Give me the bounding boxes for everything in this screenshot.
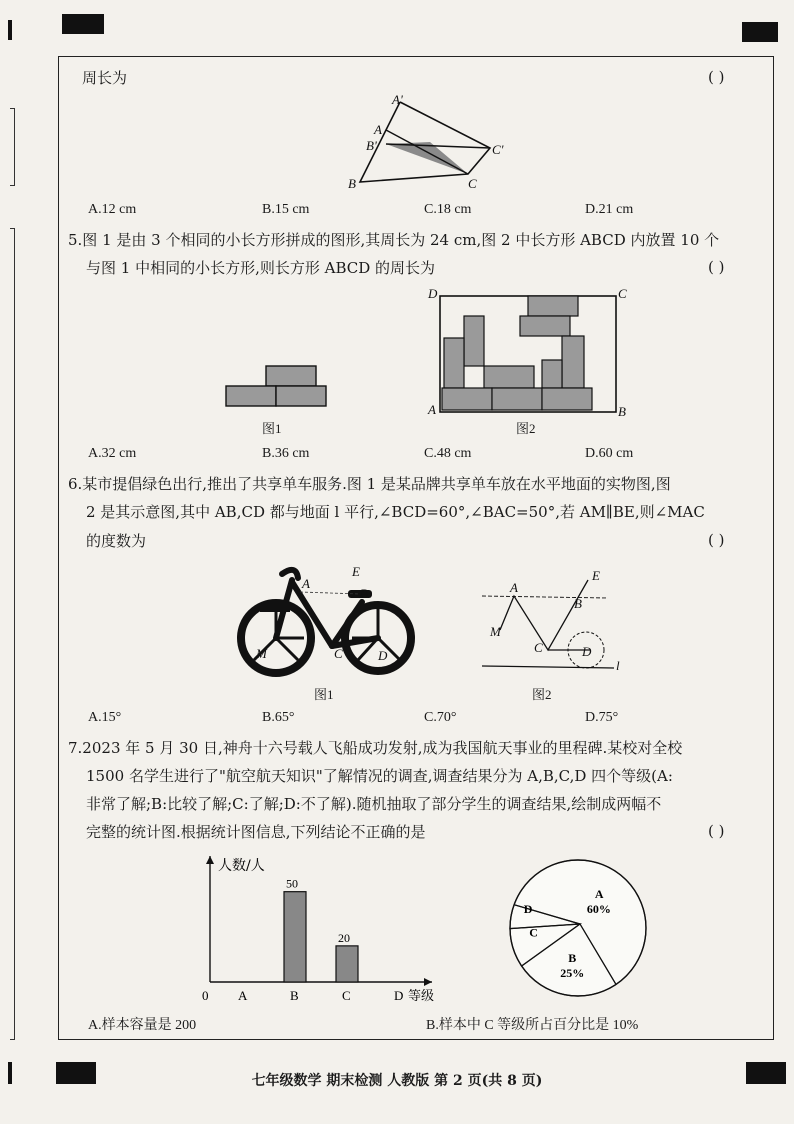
- label-a: A: [510, 580, 518, 595]
- y-axis-label: 人数/人: [218, 858, 265, 874]
- q4-option-b[interactable]: B.15 cm: [262, 202, 310, 217]
- margin-bar: [8, 20, 12, 40]
- q4-fold-figure: [340, 94, 510, 190]
- q5-figure-1: [224, 364, 330, 410]
- x-tick-label: B: [290, 988, 299, 1003]
- answer-bracket: ( ): [708, 531, 725, 549]
- x-axis-label: 等级: [408, 989, 435, 1004]
- label-b-prime: B': [366, 138, 377, 153]
- answer-bracket: ( ): [708, 258, 725, 276]
- bike-label-c: C: [334, 646, 343, 661]
- q6-option-a[interactable]: A.15°: [88, 710, 122, 725]
- bike-label-d: D: [378, 648, 388, 663]
- y-axis-arrow: [206, 856, 214, 864]
- q5-figure-2: [424, 286, 634, 418]
- q7-line-1: 7.2023 年 5 月 30 日,神舟十六号载人飞船成功发射,成为我国航天事业的里程碑.某校对全校: [68, 739, 683, 757]
- q5-option-d[interactable]: D.60 cm: [585, 446, 634, 461]
- label-l: l: [616, 658, 620, 673]
- label-b: B: [348, 176, 356, 191]
- q6-line-1: 6.某市提倡绿色出行,推出了共享单车服务.图 1 是某品牌共享单车放在水平地面的实物图,图: [68, 475, 671, 493]
- q7-line-4: 完整的统计图.根据统计图信息,下列结论不正确的是: [86, 823, 426, 841]
- label-e: E: [592, 568, 600, 583]
- q7-line-2: 1500 名学生进行了"航空航天知识"了解情况的调查,调查结果分为 A,B,C,D 四个等级(A:: [86, 767, 673, 785]
- bar: [284, 892, 306, 982]
- page-footer: 七年级数学 期末检测 人教版 第 2 页(共 8 页): [251, 1073, 543, 1089]
- q6-option-c[interactable]: C.70°: [424, 710, 457, 725]
- bike-label-b: B: [360, 586, 368, 601]
- q7-pie-chart: [506, 858, 650, 1002]
- bike-label-a: A: [302, 576, 310, 591]
- q4-text-tail: 周长为: [82, 69, 128, 87]
- origin-label: 0: [202, 988, 209, 1003]
- label-c: C: [618, 286, 627, 301]
- label-c: C: [534, 640, 543, 655]
- q5-line-1: 5.图 1 是由 3 个相同的小长方形拼成的图形,其周长为 24 cm,图 2 中长方形 ABCD 内放置 10 个: [68, 231, 720, 249]
- q5-figure-1-caption: 图1: [262, 421, 282, 436]
- binding-line: [10, 108, 15, 186]
- q6-figure-1-caption: 图1: [314, 687, 334, 702]
- q6-schematic: [478, 570, 628, 676]
- q7-option-b[interactable]: B.样本中 C 等级所占百分比是 10%: [426, 1018, 639, 1033]
- binding-line: [10, 228, 15, 1040]
- q6-line-2: 2 是其示意图,其中 AB,CD 都与地面 l 平行,∠BCD=60°,∠BAC=50°,若 AM∥BE,则∠MAC: [86, 503, 705, 521]
- label-a: A: [428, 402, 436, 417]
- q6-figure-2-caption: 图2: [532, 687, 552, 702]
- label-d: D: [582, 644, 592, 659]
- q5-option-b[interactable]: B.36 cm: [262, 446, 310, 461]
- pie-label: A: [594, 886, 604, 901]
- registration-mark: [742, 22, 778, 42]
- q6-line-3: 的度数为: [86, 532, 147, 550]
- bar: [336, 946, 358, 982]
- label-d: D: [428, 286, 438, 301]
- bar-value-label: 20: [338, 930, 350, 945]
- q6-bicycle-photo: [236, 560, 416, 680]
- q6-option-b[interactable]: B.65°: [262, 710, 295, 725]
- label-m: M: [490, 624, 501, 639]
- label-b: B: [574, 596, 582, 611]
- label-b: B: [618, 404, 626, 419]
- pie-value-label: 60%: [586, 901, 611, 916]
- answer-bracket: ( ): [708, 68, 725, 86]
- pie-label: C: [529, 925, 538, 940]
- bike-label-e: E: [352, 564, 360, 579]
- label-c: C: [468, 176, 477, 191]
- q4-option-c[interactable]: C.18 cm: [424, 202, 472, 217]
- bike-label-m: M: [256, 646, 267, 661]
- q7-line-3: 非常了解;B:比较了解;C:了解;D:不了解).随机抽取了部分学生的调查结果,绘制成两幅不: [86, 795, 662, 813]
- q5-line-2: 与图 1 中相同的小长方形,则长方形 ABCD 的周长为: [86, 259, 436, 277]
- q5-figure-2-caption: 图2: [516, 421, 536, 436]
- x-tick-label: D: [394, 988, 404, 1003]
- label-a-prime: A': [392, 92, 403, 107]
- x-tick-label: C: [342, 988, 351, 1003]
- bar-value-label: 50: [286, 876, 298, 891]
- q7-bar-chart: [196, 850, 446, 1006]
- q5-option-c[interactable]: C.48 cm: [424, 446, 472, 461]
- q4-option-d[interactable]: D.21 cm: [585, 202, 634, 217]
- q6-option-d[interactable]: D.75°: [585, 710, 619, 725]
- registration-mark: [62, 14, 104, 34]
- label-c-prime: C': [492, 142, 504, 157]
- pie-label: D: [523, 902, 533, 917]
- label-a: A: [374, 122, 382, 137]
- q4-option-a[interactable]: A.12 cm: [88, 202, 137, 217]
- pie-value-label: 25%: [560, 966, 585, 981]
- q7-option-a[interactable]: A.样本容量是 200: [88, 1018, 197, 1033]
- x-tick-label: A: [238, 988, 248, 1003]
- q5-option-a[interactable]: A.32 cm: [88, 446, 137, 461]
- answer-bracket: ( ): [708, 822, 725, 840]
- pie-label: B: [568, 951, 577, 966]
- x-axis-arrow: [424, 978, 432, 986]
